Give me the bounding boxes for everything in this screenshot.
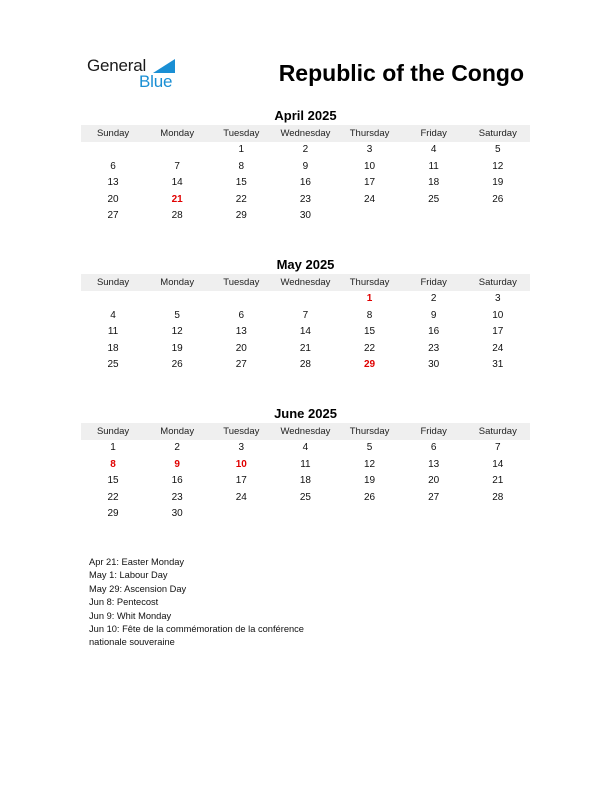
day-cell: 2: [302, 144, 309, 155]
week-row: [81, 175, 530, 192]
weekday-label: Wednesday: [280, 128, 331, 139]
day-cell: 6: [110, 160, 116, 172]
weekday-label: Tuesday: [223, 128, 260, 139]
week-row: [81, 473, 530, 490]
weekday-label: Saturday: [478, 277, 517, 288]
day-cell: 22: [364, 342, 376, 354]
day-cell: [402, 506, 466, 523]
day-cell: [81, 291, 145, 308]
day-cell: [81, 142, 145, 159]
weekday-label: Thursday: [349, 128, 390, 139]
weekday-label: Saturday: [478, 426, 517, 437]
day-cell: 23: [299, 193, 311, 205]
month-april: [81, 107, 530, 225]
day-cell: 5: [366, 442, 373, 453]
day-cell: 16: [171, 475, 183, 487]
day-cell: 15: [107, 475, 119, 487]
weekday-label: Thursday: [349, 426, 390, 437]
holiday-note: May 29: Ascension Day: [89, 583, 187, 594]
day-cell: 18: [107, 342, 119, 354]
day-cell: 7: [495, 442, 501, 453]
month-june: [81, 405, 530, 523]
weekday-label: Monday: [160, 426, 195, 437]
month-may: [81, 256, 530, 374]
holiday-note: nationale souveraine: [89, 637, 175, 648]
week-row: [81, 341, 530, 358]
weekday-label: Tuesday: [223, 277, 260, 288]
day-cell: 25: [299, 491, 311, 503]
day-cell: [273, 291, 337, 308]
weekday-label: Monday: [160, 128, 195, 139]
day-cell: 14: [171, 177, 183, 189]
weekday-label: Friday: [420, 277, 447, 288]
day-cell: 6: [238, 309, 245, 321]
page-title: Republic of the Congo: [278, 60, 524, 86]
holiday-note: Jun 9: Whit Monday: [89, 610, 172, 621]
day-cell: 15: [364, 326, 376, 338]
day-cell: [209, 291, 273, 308]
day-cell: 19: [492, 177, 504, 189]
month-title: May 2025: [276, 257, 335, 272]
weekday-label: Tuesday: [223, 426, 260, 437]
day-cell: 17: [364, 177, 376, 189]
weekday-label: Sunday: [96, 277, 130, 288]
day-cell: 6: [430, 442, 437, 453]
day-cell: 30: [171, 508, 183, 520]
logo-triangle-icon: [153, 59, 175, 73]
holiday-day-cell: 29: [364, 359, 376, 371]
day-cell: 26: [492, 193, 504, 205]
day-cell: 8: [366, 309, 373, 321]
generalblue-logo: [87, 56, 187, 92]
holiday-note: Jun 10: Fête de la commémoration de la conférence: [89, 624, 304, 635]
day-cell: 11: [428, 160, 439, 172]
day-cell: 29: [235, 210, 247, 222]
weekday-label: Friday: [420, 128, 447, 139]
week-row: [81, 192, 530, 209]
weekday-label: Wednesday: [280, 277, 331, 288]
day-cell: 11: [300, 458, 311, 470]
week-row: [81, 208, 530, 225]
week-row: [81, 142, 530, 159]
logo-text-blue: Blue: [139, 72, 173, 91]
day-cell: [402, 208, 466, 225]
weekday-label: Thursday: [349, 277, 390, 288]
logo-text-general: General: [87, 56, 147, 75]
day-cell: 9: [430, 309, 437, 321]
weekday-label: Saturday: [478, 128, 517, 139]
day-cell: 27: [428, 491, 440, 503]
month-title: June 2025: [274, 406, 337, 421]
day-cell: 13: [107, 177, 119, 189]
day-cell: 2: [174, 442, 180, 453]
day-cell: 13: [428, 458, 440, 470]
day-cell: 19: [171, 342, 183, 354]
day-cell: 26: [364, 491, 376, 503]
weekday-header: [81, 274, 530, 291]
day-cell: [466, 208, 530, 225]
day-cell: 14: [299, 326, 311, 338]
day-cell: 3: [495, 293, 501, 304]
day-cell: 28: [171, 210, 183, 222]
day-cell: [338, 208, 402, 225]
day-cell: 8: [238, 160, 245, 172]
day-cell: 18: [299, 475, 311, 487]
day-cell: 22: [235, 193, 247, 205]
day-cell: 25: [428, 193, 440, 205]
day-cell: 20: [428, 475, 440, 487]
day-cell: 12: [171, 326, 183, 338]
week-row: [81, 291, 530, 308]
weekday-header: [81, 423, 530, 440]
day-cell: 3: [238, 442, 245, 453]
day-cell: 17: [492, 326, 504, 338]
day-cell: 24: [364, 193, 376, 205]
day-cell: 2: [430, 293, 437, 304]
week-row: [81, 506, 530, 523]
day-cell: [145, 142, 209, 159]
day-cell: 4: [430, 144, 437, 155]
holiday-day-cell: 1: [366, 293, 373, 304]
day-cell: 4: [302, 442, 309, 453]
day-cell: 25: [107, 359, 119, 371]
day-cell: 4: [110, 309, 116, 321]
day-cell: 14: [492, 458, 504, 470]
weekday-label: Sunday: [96, 128, 130, 139]
day-cell: 21: [492, 475, 504, 487]
day-cell: 21: [299, 342, 311, 354]
weekday-label: Sunday: [96, 426, 130, 437]
day-cell: 10: [492, 309, 504, 321]
holiday-day-cell: 21: [171, 193, 183, 205]
day-cell: 24: [235, 491, 247, 503]
day-cell: 10: [364, 160, 376, 172]
week-row: [81, 440, 530, 457]
day-cell: 7: [302, 309, 309, 321]
day-cell: 30: [299, 210, 311, 222]
day-cell: 28: [299, 359, 311, 371]
holiday-notes: [89, 556, 389, 650]
day-cell: [273, 506, 337, 523]
day-cell: 20: [235, 342, 247, 354]
day-cell: 22: [107, 491, 119, 503]
day-cell: 13: [235, 326, 247, 338]
day-cell: 27: [235, 359, 247, 371]
day-cell: 23: [428, 342, 440, 354]
week-row: [81, 490, 530, 507]
day-cell: 16: [299, 177, 311, 189]
day-cell: 12: [364, 458, 376, 470]
weekday-label: Friday: [420, 426, 447, 437]
week-row: [81, 324, 530, 341]
day-cell: [338, 506, 402, 523]
day-cell: [466, 506, 530, 523]
day-cell: 29: [107, 508, 119, 520]
holiday-day-cell: 8: [110, 458, 116, 470]
day-cell: [145, 291, 209, 308]
day-cell: 27: [107, 210, 119, 222]
weekday-header: [81, 125, 530, 142]
day-cell: 19: [364, 475, 376, 487]
day-cell: 5: [495, 144, 501, 155]
day-cell: 16: [428, 326, 440, 338]
holiday-note: Apr 21: Easter Monday: [89, 557, 185, 567]
week-row: [81, 357, 530, 374]
weekday-label: Wednesday: [280, 426, 331, 437]
day-cell: 11: [107, 326, 119, 338]
day-cell: 17: [235, 475, 247, 487]
day-cell: 1: [238, 144, 245, 155]
day-cell: 30: [428, 359, 440, 371]
week-row: [81, 457, 530, 474]
day-cell: 24: [492, 342, 504, 354]
day-cell: 23: [171, 491, 183, 503]
day-cell: [209, 506, 273, 523]
holiday-day-cell: 10: [235, 458, 247, 470]
week-row: [81, 159, 530, 176]
day-cell: 20: [107, 193, 119, 205]
day-cell: 9: [302, 160, 309, 172]
day-cell: 12: [492, 160, 504, 172]
day-cell: 5: [174, 309, 180, 321]
month-title: April 2025: [274, 108, 337, 123]
day-cell: 26: [171, 359, 183, 371]
holiday-day-cell: 9: [174, 458, 180, 470]
week-row: [81, 308, 530, 325]
day-cell: 1: [110, 442, 116, 453]
day-cell: 7: [174, 160, 180, 172]
holiday-note: May 1: Labour Day: [89, 570, 168, 581]
holiday-note: Jun 8: Pentecost: [89, 597, 159, 608]
day-cell: 18: [428, 177, 440, 189]
day-cell: 28: [492, 491, 504, 503]
day-cell: 15: [235, 177, 247, 189]
day-cell: 31: [492, 359, 504, 371]
day-cell: 3: [366, 144, 373, 155]
weekday-label: Monday: [160, 277, 195, 288]
